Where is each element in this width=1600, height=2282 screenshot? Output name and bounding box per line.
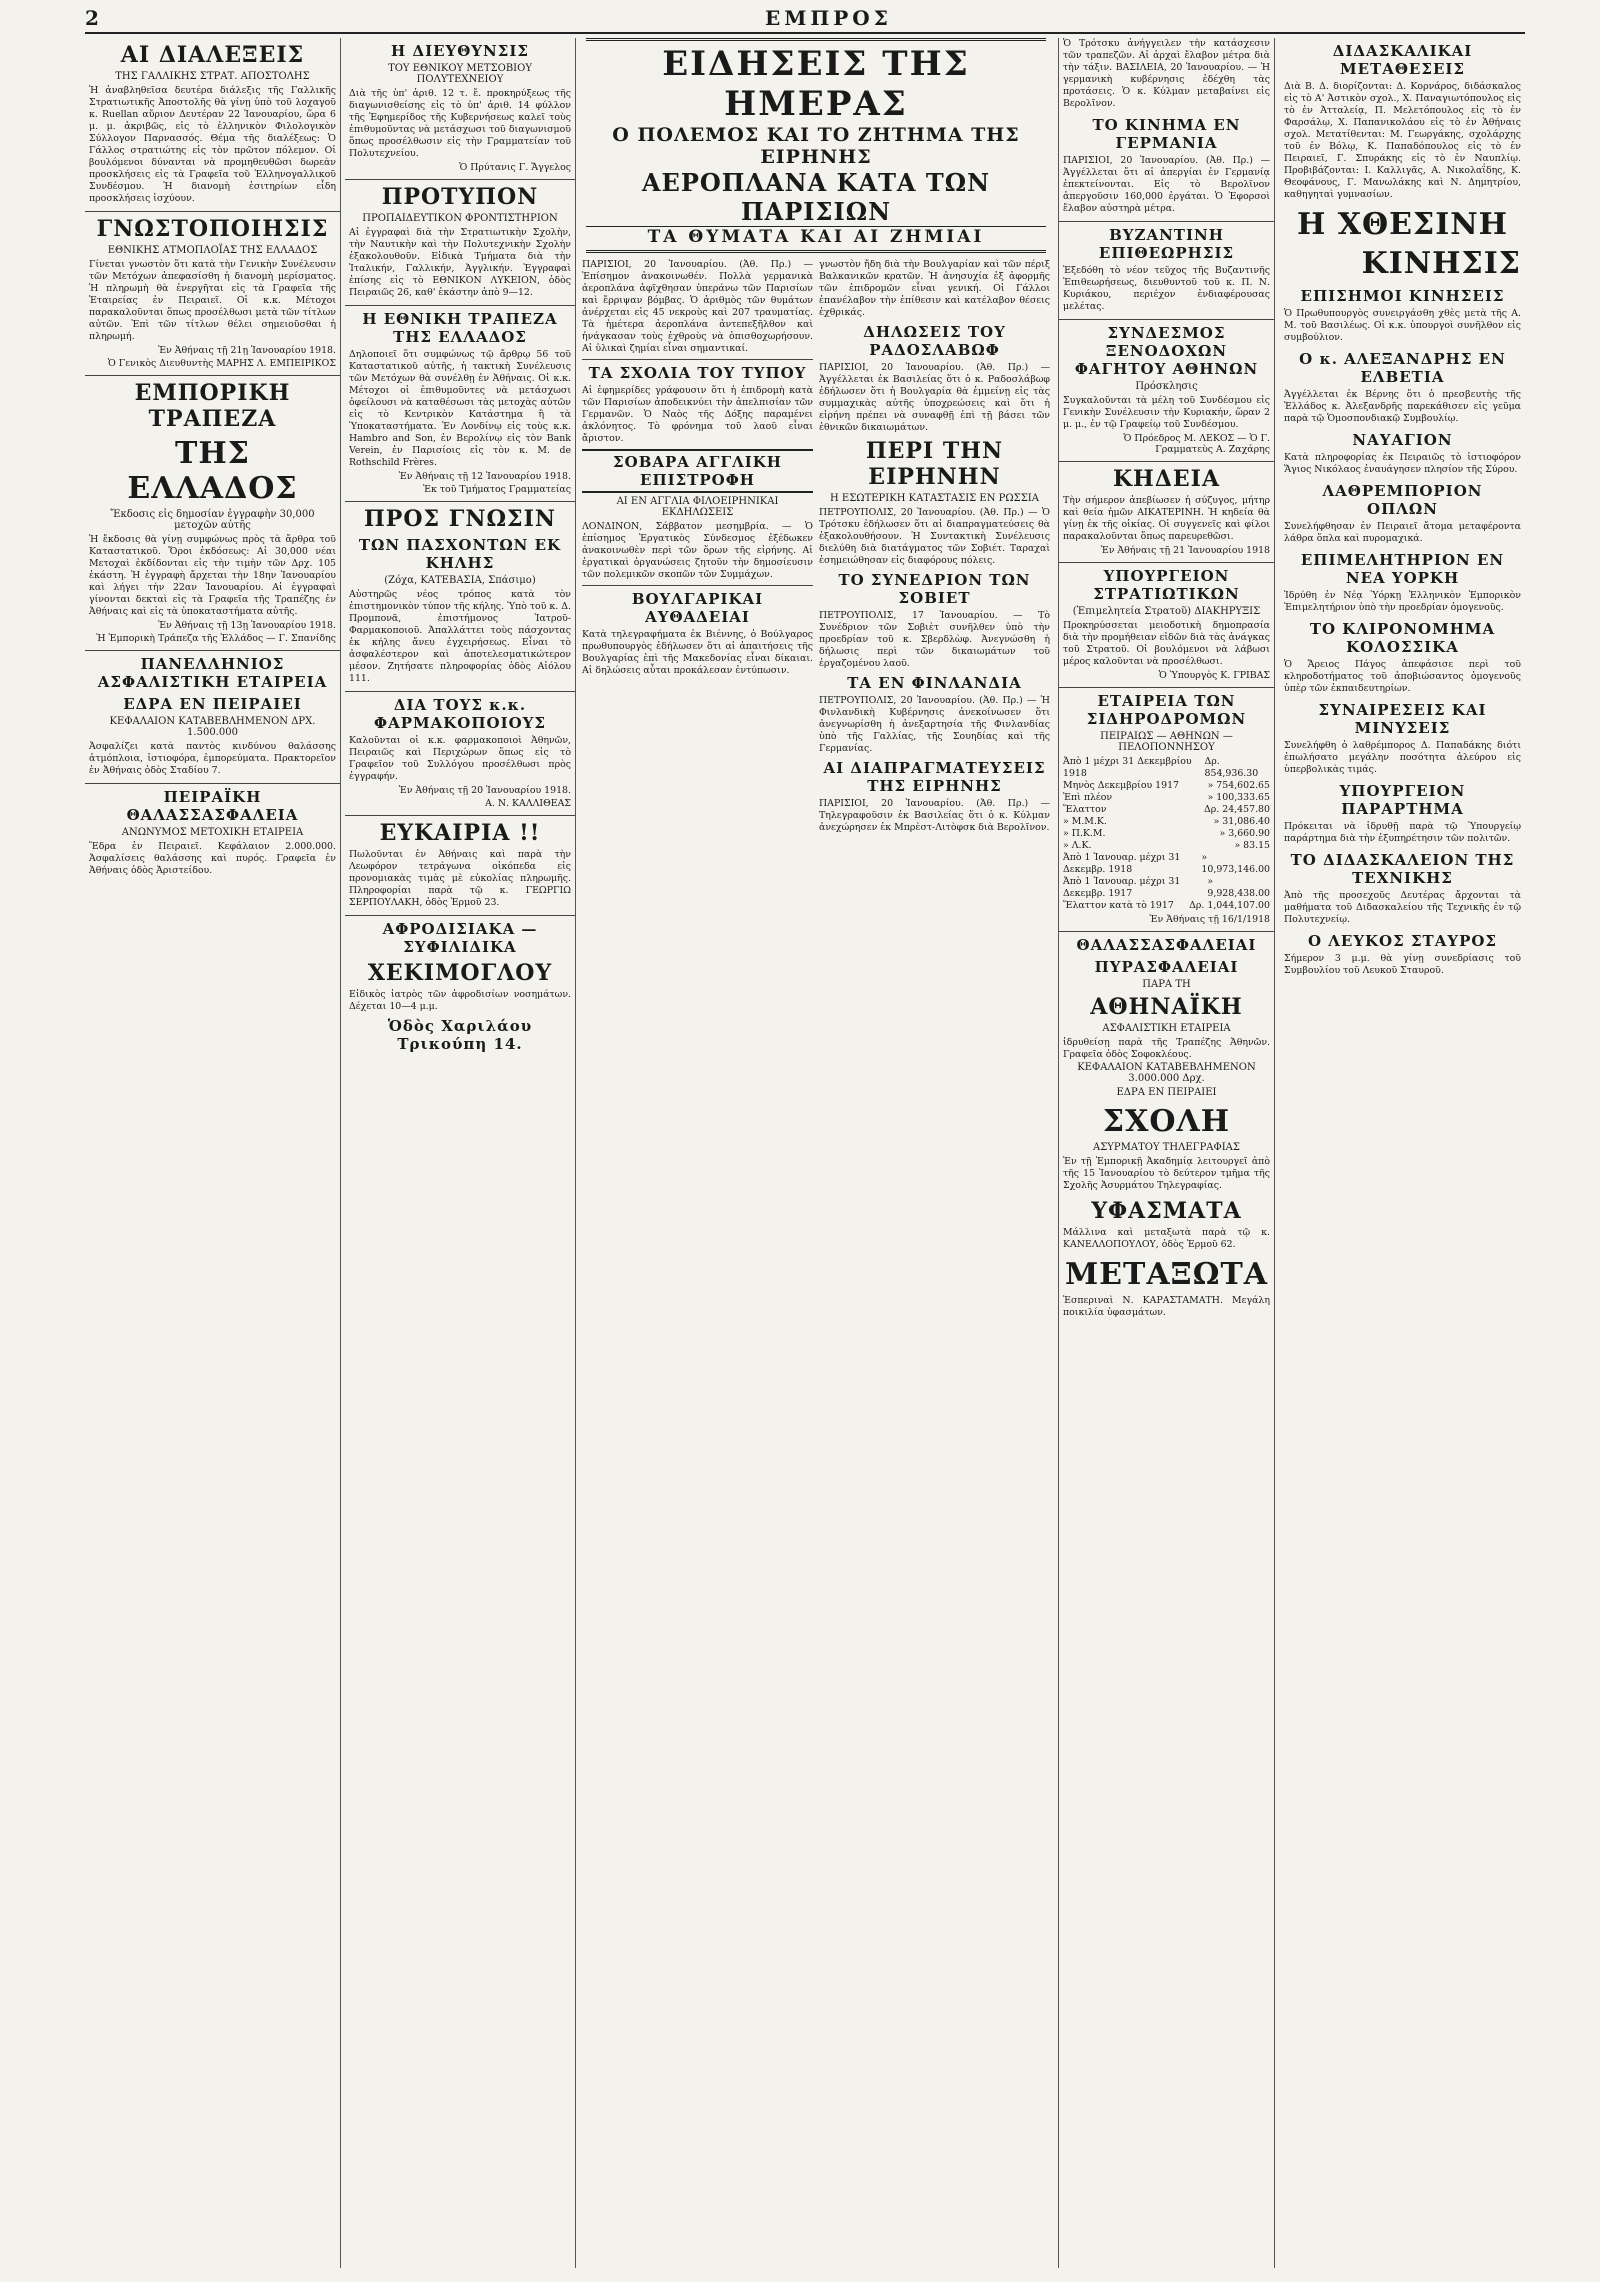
bank-body: Ἡ ἔκδοσις θὰ γίνῃ συμφώνως πρὸς τὰ ἄρθρα τοῦ Καταστατικοῦ. Ὅροι ἐκδόσεως: Αἱ 30,000 νέαι Μετοχαὶ ἐκδίδονται εἰς τὴν τιμὴν τῶν Δρχ. 105 ἑκάστη. Ἡ ἐγγραφὴ ἄρχεται τὴν 18ην Ἰανουαρίου καὶ λήγει τὴν 22αν Ἰανουαρίου. Αἱ ἐγγραφαὶ γίνονται δεκταὶ εἰς τὰ Γραφεῖα τῆς Τραπέζης ἐν Ἀθήναις καὶ εἰς τὰ ὑποκαταστήματα αὐτῆς. — [89, 534, 336, 617]
divider — [345, 501, 575, 502]
athenaiki-body: ἱδρυθείσῃ παρὰ τῆς Τραπέζης Ἀθηνῶν. Γραφεῖα ὁδὸς Σοφοκλέους. — [1063, 1037, 1270, 1060]
column-2 — [345, 38, 576, 2268]
polytechnic-body: Διὰ τῆς ὑπ' ἀριθ. 12 τ. ἔ. προκηρύξεως τῆς διαγωνισθείσης εἰς τὸ ὑπ' ἀριθ. 14 φύλλον τῆς Ἐφημερίδος τῆς Κυβερνήσεως καλεῖ τοὺς ἐπιθυμοῦντας νὰ μετάσχωσι τοῦ διαγωνισμοῦ ὅπως προσέλθωσιν εἰς τὴν Γραμματείαν τοῦ Πολυτεχνείου. — [349, 88, 571, 159]
railway-row — [1063, 840, 1270, 852]
soviet-title: ΤΟ ΣΥΝΕΔΡΙΟΝ ΤΩΝ ΣΟΒΙΕΤ — [838, 571, 1031, 607]
insurance-1-body: Ἀσφαλίζει κατὰ παντὸς κινδύνου θαλάσσης ἀτμόπλοια, ἱστιοφόρα, ἐμπορεύματα. Πρακτορεῖον ἐν Ἀθήναις ὁδὸς Σταδίου 7. — [89, 741, 336, 776]
divider — [1059, 221, 1274, 222]
doctor-address: Ὁδὸς Χαριλάου Τρικούπη 14. — [387, 1017, 533, 1053]
shipping-notice — [89, 216, 336, 369]
shipwreck-news — [1284, 431, 1521, 476]
bank-subtitle: Ἔκδοσις εἰς δημοσίαν ἐγγραφὴν 30,000 μετοχῶν αὐτῆς — [110, 509, 315, 531]
railway-row-value: » 10,973,146.00 — [1201, 852, 1270, 875]
athenaiki-title: ΑΘΗΝΑΪΚΗ — [1090, 994, 1243, 1020]
newyork-body: Ἱδρύθη ἐν Νέᾳ Ὑόρκῃ Ἑλληνικὸν Ἐμπορικὸν Ἐπιμελητήριον ὑπὸ τὴν προεδρίαν ὁμογενοῦς. — [1284, 590, 1521, 613]
redcross-body: Σήμερον 3 μ.μ. θὰ γίνῃ συνεδρίασις τοῦ Συμβουλίου τοῦ Λευκοῦ Σταυροῦ. — [1284, 953, 1521, 976]
silks-body: Ἐσπεριναὶ Ν. ΚΑΡΑΣΤΑΜΑΤΗ. Μεγάλη ποικιλία ὑφασμάτων. — [1063, 1295, 1270, 1318]
news-columns — [582, 259, 1050, 834]
peace-body: ΠΕΤΡΟΥΠΟΛΙΣ, 20 Ἰανουαρίου. (Ἀθ. Πρ.) — Ὁ Τρότσκυ ἐδήλωσεν ὅτι αἱ διαπραγματεύσεις θὰ ἐξακολουθήσουν. Ἡ Συντακτικὴ Συνέλευσις διελύθη διὰ διατάγματος τῶν Σοβιέτ. Ταραχαὶ ἐσημειώθησαν εἰς διαφόρους πόλεις. — [819, 507, 1050, 566]
railway-notice — [1063, 692, 1270, 925]
opportunity-title: ΕΥΚΑΙΡΙΑ !! — [379, 820, 541, 846]
military-notice — [1063, 567, 1270, 681]
bequest-title: ΤΟ ΚΛΙΡΟΝΟΜΗΜΑ ΚΟΛΟΣΣΙΚΑ — [1309, 620, 1496, 656]
railway-row-value: » 754,602.65 — [1207, 780, 1270, 791]
doctor-name: ΧΕΚΙΜΟΓΛΟΥ — [367, 960, 553, 986]
prototype-body: Αἱ ἐγγραφαὶ διὰ τὴν Στρατιωτικὴν Σχολὴν, τὴν Ναυτικὴν καὶ τὴν Πολυτεχνικὴν Σχολὴν ἐξακολουθοῦν. Εἰδικὰ Τμήματα διὰ τὴν Ἰταλικήν, Γαλλικήν, Ἀγγλικήν. Ἐγγραφαὶ ἐπίσης εἰς τὸ ΕΘΝΙΚΟΝ ΛΥΚΕΙΟΝ, ὁδὸς Πειραιῶς 26, καθ' ἑκάστην ἀπὸ 9—12. — [349, 227, 571, 298]
bank-title: ΕΜΠΟΡΙΚΗ ΤΡΑΠΕΖΑ — [134, 380, 291, 432]
national-bank-signer: Ἐκ τοῦ Τμήματος Γραμματείας — [423, 484, 571, 495]
bequest-body: Ὁ Ἄρειος Πάγος ἀπεφάσισε περὶ τοῦ κληροδοτήματος τοῦ ἀποβιώσαντος ὁμογενοῦς ὑπὲρ τῶν ἐκπαιδευτηρίων. — [1284, 659, 1521, 694]
hernia-title: ΠΡΟΣ ΓΝΩΣΙΝ — [364, 506, 556, 532]
prototype-title: ΠΡΟΤΥΠΟΝ — [381, 184, 539, 210]
insurance-1-title: ΠΑΝΕΛΛΗΝΙΟΣ ΑΣΦΑΛΙΣΤΙΚΗ ΕΤΑΙΡΕΙΑ — [97, 655, 328, 691]
strike-subtitle: ΑΙ ΕΝ ΑΓΓΛΙΑ ΦΙΛΟΕΙΡΗΝΙΚΑΙ ΕΚΔΗΛΩΣΕΙΣ — [616, 496, 779, 518]
marine-title: ΘΑΛΑΣΣΑΣΦΑΛΕΙΑΙ — [1076, 936, 1257, 954]
pharmacists-notice — [349, 696, 571, 809]
official-title: ΕΠΙΣΗΜΟΙ ΚΙΝΗΣΕΙΣ — [1300, 287, 1505, 305]
divider — [1059, 562, 1274, 563]
news-section-title: ΕΙΔΗΣΕΙΣ ΤΗΣ ΗΜΕΡΑΣ — [662, 44, 970, 124]
divider — [85, 211, 340, 212]
fabrics-title: ΥΦΑΣΜΑΤΑ — [1091, 1198, 1242, 1224]
germany-title: ΤΟ ΚΙΝΗΜΑ ΕΝ ΓΕΡΜΑΝΙΑ — [1092, 116, 1241, 152]
official-news — [1284, 287, 1521, 344]
funeral-notice — [1063, 466, 1270, 556]
insurance-2-title: ΠΕΙΡΑΪΚΗ ΘΑΛΑΣΣΑΣΦΑΛΕΙΑ — [126, 788, 299, 824]
insurance-1-capital: ΚΕΦΑΛΑΙΟΝ ΚΑΤΑΒΕΒΛΗΜΕΝΟΝ ΔΡΧ. 1.500.000 — [109, 716, 316, 738]
arms-body: Συνελήφθησαν ἐν Πειραιεῖ ἄτομα μεταφέροντα λάθρα ὅπλα καὶ πυρομαχικά. — [1284, 521, 1521, 544]
polytechnic-subtitle: ΤΟΥ ΕΘΝΙΚΟΥ ΜΕΤΣΟΒΙΟΥ ΠΟΛΥΤΕΧΝΕΙΟΥ — [388, 63, 532, 85]
shipwreck-body: Κατὰ πληροφορίας ἐκ Πειραιῶς τὸ ἱστιοφόρον Ἅγιος Νικόλαος ἐναυάγησεν πλησίον τῆς Σύρου. — [1284, 452, 1521, 475]
polytechnic-title: Η ΔΙΕΥΘΥΝΣΙΣ — [391, 42, 529, 60]
radoslavov-body: ΠΑΡΙΣΙΟΙ, 20 Ἰανουαρίου. (Ἀθ. Πρ.) — Ἀγγέλλεται ἐκ Βασιλείας ὅτι ὁ κ. Ραδοσλάβωφ ἐδήλωσεν ὅτι ἡ Βουλγαρία θὰ ἐμμείνῃ εἰς τὰς συμμαχικὰς αὐτῆς ὑποχρεώσεις καὶ ὅτι ἡ εἰρήνη πρέπει νὰ συναφθῇ ἐπὶ τῇ βάσει τῶν ἐθνικῶν δικαιωμάτων. — [819, 362, 1050, 433]
fire-title: ΠΥΡΑΣΦΑΛΕΙΑΙ — [1094, 958, 1239, 976]
shipwreck-title: ΝΑΥΑΓΙΟΝ — [1352, 431, 1453, 449]
masthead — [85, 6, 1525, 34]
redcross-news — [1284, 932, 1521, 977]
railway-row-label: Ἔλαττον — [1063, 804, 1107, 815]
lectures-subtitle: ΤΗΣ ΓΑΛΛΙΚΗΣ ΣΤΡΑΤ. ΑΠΟΣΤΟΛΗΣ — [115, 71, 310, 82]
news-banner — [586, 38, 1046, 253]
germany-body: ΠΑΡΙΣΙΟΙ, 20 Ἰανουαρίου. (Ἀθ. Πρ.) — Ἀγγέλλεται ὅτι αἱ ἀπεργίαι ἐν Γερμανίᾳ ἐπεκτείνονται. Εἰς τὸ Βερολῖνον ἀπεργοῦσιν 160,000 ἐργάται. Ὁ Ἐφορσοὶ ἔλαβον αὐστηρὰ μέτρα. — [1063, 155, 1270, 214]
strike-title: ΣΟΒΑΡΑ ΑΓΓΛΙΚΗ ΕΠΙΣΤΡΟΦΗ — [582, 449, 813, 493]
strike-body: ΛΟΝΔΙΝΟΝ, Σάββατον μεσημβρία. — Ὁ ἐπίσημος Ἐργατικὸς Σύνδεσμος ἐξέδωκεν ἀνακοινωθὲν περὶ τῶν ὅρων τῆς εἰρήνης. Αἱ ἐργατικαὶ ὀργανώσεις ζητοῦν τὴν δημοσίευσιν τῶν πολεμικῶν σκοπῶν τῶν Συμμάχων. — [582, 521, 813, 580]
funeral-date: Ἐν Ἀθήναις τῇ 21 Ἰανουαρίου 1918 — [1100, 545, 1270, 556]
insurance-2-subtitle: ΑΝΩΝΥΜΟΣ ΜΕΤΟΧΙΚΗ ΕΤΑΙΡΕΙΑ — [121, 827, 304, 838]
military-signer: Ὁ Ὑπουργὸς Κ. ΓΡΙΒΑΣ — [1158, 670, 1270, 681]
railway-row — [1063, 876, 1270, 900]
silks-ad — [1063, 1257, 1270, 1319]
bank-date: Ἐν Ἀθήναις τῇ 13ῃ Ἰανουαρίου 1918. — [158, 620, 336, 631]
union-subtitle: Πρόσκλησις — [1135, 381, 1198, 392]
lectures-notice — [89, 42, 336, 205]
divider — [85, 783, 340, 784]
divider — [582, 359, 813, 360]
divider — [1059, 687, 1274, 688]
railway-row — [1063, 828, 1270, 840]
hernia-subtitle: (Ζόχα, ΚΑΤΕΒΑΣΙΑ, Σπάσιμο) — [384, 575, 536, 586]
bequest-news — [1284, 620, 1521, 695]
ministry-news — [1284, 782, 1521, 845]
prototype-ad — [349, 184, 571, 299]
national-bank-body: Δηλοποιεῖ ὅτι συμφώνως τῷ ἄρθρῳ 56 τοῦ Καταστατικοῦ αὐτῆς, ἡ τακτικὴ Συνέλευσις τῶν Μετόχων θὰ συνέλθῃ ἐν Ἀθήναις. Οἱ κ.κ. Μέτοχοι οἱ ἐπιθυμοῦντες νὰ μετάσχωσι ὀφείλουσι νὰ καταθέσωσι τὰς μετοχὰς αὐτῶν εἰς τὸ Κεντρικὸν Κατάστημα ἢ τὰ Ὑποκαταστήματα. Ἐν Λονδίνῳ εἰς τοὺς κ.κ. Hambro and Son, ἐν Βερολίνῳ εἰς τὸν Bank Verein, ἐν Παρισίοις εἰς τὸν κ. M. de Rothschild Frères. — [349, 349, 571, 468]
teachers-body: Διὰ Β. Δ. διορίζονται: Δ. Κορνάρος, διδάσκαλος εἰς τὸ Α' Ἀστικὸν σχολ., Χ. Παναγιωτόπουλος εἰς τὸ ἐν Ἀτταλείᾳ, Π. Μελετόπουλος εἰς τὸ ἐν Φαρσάλῳ, Χ. Παπανικολάου εἰς τὸ ἐν Ἀθήναις σχολ. Μετατίθενται: Μ. Γεωργάκης, σχολάρχης τοῦ ἐν Βόλῳ, Κ. Παπαδόπουλος εἰς τὸ ἐν Πειραιεῖ, Γ. Σπυράκης εἰς τὸ ἐν Ναυπλίῳ. Προβιβάζονται: Ι. Καλλιγᾶς, Α. Νικολαΐδης, Κ. Θεοφάνους, Γ. Μανωλάκης καὶ Ν. Δημητρίου, καθηγηταὶ γυμνασίων. — [1284, 81, 1521, 200]
railway-row-label: Ἀπὸ 1 Ἰανουαρ. μέχρι 31 Δεκεμβρ. 1918 — [1063, 852, 1181, 875]
insurance-1-subtitle: ΕΔΡΑ ΕΝ ΠΕΙΡΑΙΕΙ — [123, 695, 302, 713]
pharmacists-date: Ἐν Ἀθήναις τῇ 20 Ἰανουαρίου 1918. — [398, 785, 571, 796]
railway-row-value: » 3,660.90 — [1219, 828, 1270, 839]
alexandris-body: Ἀγγέλλεται ἐκ Βέρνης ὅτι ὁ πρεσβευτὴς τῆς Ἑλλάδος κ. Ἀλεξανδρῆς παρεκάθισεν εἰς γεῦμα παρὰ τῷ Ὁμοσπονδιακῷ Συμβουλίῳ. — [1284, 389, 1521, 424]
shipping-date: Ἐν Ἀθήναις τῇ 21ῃ Ἰανουαρίου 1918. — [158, 345, 336, 356]
union-body: Συγκαλοῦνται τὰ μέλη τοῦ Συνδέσμου εἰς Γενικὴν Συνέλευσιν τὴν Κυριακήν, ὥραν 2 μ. μ., ἐν τῷ Γραφείῳ τοῦ Συνδέσμου. — [1063, 395, 1270, 430]
railway-row-label: » Μ.Μ.Κ. — [1063, 816, 1107, 827]
germany-news — [1063, 116, 1270, 215]
railway-row — [1063, 816, 1270, 828]
divider — [345, 915, 575, 916]
alexandris-title: Ο κ. ΑΛΕΞΑΝΔΡΗΣ ΕΝ ΕΛΒΕΤΙΑ — [1299, 350, 1506, 386]
school-body: Ἐν τῇ Ἐμπορικῇ Ἀκαδημίᾳ λειτουργεῖ ἀπὸ τῆς 15 Ἰανουαρίου τὸ δεύτερον τμῆμα τῆς Σχολῆς Ἀσυρμάτου Τηλεγραφίας. — [1063, 1156, 1270, 1191]
railway-row-value: Δρ. 1,044,107.00 — [1189, 900, 1270, 911]
column-1 — [85, 38, 341, 2268]
lectures-title: ΑΙ ΔΙΑΛΕΞΕΙΣ — [120, 42, 305, 68]
technical-body: Ἀπὸ τῆς προσεχοῦς Δευτέρας ἄρχονται τὰ μαθήματα τοῦ Διδασκαλείου τῆς Τεχνικῆς ἐν τῷ Πολυτεχνείῳ. — [1284, 890, 1521, 925]
official-body: Ὁ Πρωθυπουργὸς συνειργάσθη χθὲς μετὰ τῆς Α. Μ. τοῦ Βασιλέως. Οἱ κ.κ. ὑπουργοὶ συνῆλθον εἰς συμβούλιον. — [1284, 308, 1521, 343]
divider — [345, 179, 575, 180]
school-subtitle: ΑΣΥΡΜΑΤΟΥ ΤΗΛΕΓΡΑΦΙΑΣ — [1093, 1142, 1240, 1153]
yesterday-title: Η ΧΘΕΣΙΝΗ — [1296, 207, 1509, 242]
railway-row-label: Ἔλαττον κατὰ τὸ 1917 — [1063, 900, 1174, 911]
school-title: ΣΧΟΛΗ — [1102, 1104, 1231, 1139]
insurance-2-body: Ἕδρα ἐν Πειραιεῖ. Κεφάλαιον 2.000.000. Ἀσφαλίσεις θαλάσσης καὶ πυρός. Γραφεῖα ἐν Ἀθήναις ὁδὸς Ἀριστείδου. — [89, 841, 336, 876]
peace-title: ΠΕΡΙ ΤΗΝ ΕΙΡΗΝΗΝ — [865, 438, 1004, 490]
redcross-title: Ο ΛΕΥΚΟΣ ΣΤΑΥΡΟΣ — [1307, 932, 1498, 950]
shipping-signer: Ὁ Γενικὸς Διευθυντὴς ΜΑΡΗΣ Λ. ΕΜΠΕΙΡΙΚΟΣ — [107, 358, 336, 369]
military-subtitle: (Ἐπιμελητεία Στρατοῦ) ΔΙΑΚΗΡΥΞΙΣ — [1072, 606, 1261, 617]
union-title: ΣΥΝΔΕΣΜΟΣ ΞΕΝΟΔΟΧΩΝ ΦΑΓΗΤΟΥ ΑΘΗΝΩΝ — [1074, 324, 1259, 378]
main-headline: ΑΕΡΟΠΛΑΝΑ ΚΑΤΑ ΤΩΝ ΠΑΡΙΣΙΩΝ — [641, 168, 991, 226]
yesterday-title-2: ΚΙΝΗΣΙΣ — [1361, 246, 1521, 281]
shipping-title: ΓΝΩΣΤΟΠΟΙΗΣΙΣ — [96, 216, 329, 242]
arrests-news — [1284, 701, 1521, 776]
doctor-ad — [349, 920, 571, 1053]
lead-story-a: ΠΑΡΙΣΙΟΙ, 20 Ἰανουαρίου. (Ἀθ. Πρ.) — Ἐπίσημον ἀνακοινωθέν. Πολλὰ γερμανικὰ ἀεροπλάνα ἀφῖχθησαν ὑπεράνω τῶν Παρισίων καὶ ἔρριψαν βόμβας. Ὁ ἀριθμὸς τῶν θυμάτων ἀνέρχεται εἰς 45 νεκροὺς καὶ 207 τραυματίας. Τὰ ἡμέτερα ἀεροπλάνα ἀντεπεξῆλθον καὶ ἠνάγκασαν τοὺς ἐχθροὺς νὰ ὀπισθοχωρήσουν. Αἱ ὑλικαὶ ζημίαι εἶναι σημαντικαί. — [582, 259, 813, 354]
railway-row-value: » 9,928,438.00 — [1207, 876, 1270, 899]
funeral-title: ΚΗΔΕΙΑ — [1112, 466, 1221, 492]
opportunity-ad — [349, 820, 571, 909]
divider — [85, 650, 340, 651]
railway-row-label: » Λ.Κ. — [1063, 840, 1092, 851]
divider — [582, 585, 813, 586]
trotsky-body: Ὁ Τρότσκυ ἀνήγγειλεν τὴν κατάσχεσιν τῶν τραπεζῶν. Αἱ ἀρχαὶ ἔλαβον μέτρα διὰ τὴν τάξιν. ΒΑΣΙΛΕΙΑ, 20 Ἰανουαρίου. — Ἡ γερμανικὴ κυβέρνησις ἐδέχθη τὰς προτάσεις. Ὁ κ. Κύλμαν μεταβαίνει εἰς Βερολῖνον. — [1063, 38, 1270, 109]
national-bank-notice — [349, 310, 571, 495]
national-bank-date: Ἐν Ἀθήναις τῇ 12 Ἰανουαρίου 1918. — [398, 471, 571, 482]
talks-title: ΑΙ ΔΙΑΠΡΑΓΜΑΤΕΥΣΕΙΣ ΤΗΣ ΕΙΡΗΝΗΣ — [823, 759, 1046, 795]
ministry-body: Πρόκειται νὰ ἱδρυθῇ παρὰ τῷ Ὑπουργείῳ παράρτημα διὰ τὴν ἐξυπηρέτησιν τῶν πολιτῶν. — [1284, 821, 1521, 844]
divider — [345, 305, 575, 306]
insurance-ad-2 — [89, 788, 336, 877]
main-subheadline: ΤΑ ΘΥΜΑΤΑ ΚΑΙ ΑΙ ΖΗΜΙΑΙ — [586, 226, 1046, 247]
newyork-title: ΕΠΙΜΕΛΗΤΗΡΙΟΝ ΕΝ ΝΕΑ ΥΟΡΚΗ — [1300, 551, 1505, 587]
wireless-school-ad — [1063, 1104, 1270, 1192]
soviet-body: ΠΕΤΡΟΥΠΟΛΙΣ, 17 Ἰανουαρίου. — Τὸ Συνέδριον τῶν Σοβιὲτ συνῆλθεν ὑπὸ τὴν προεδρίαν τοῦ κ. Σβερδλὼφ. Ἀνεγνώσθη ἡ δήλωσις περὶ τῶν δικαιωμάτων τοῦ ἐργαζομένου λαοῦ. — [819, 610, 1050, 669]
insurance-ad-1 — [89, 655, 336, 777]
fabrics-body: Μάλλινα καὶ μεταξωτὰ παρὰ τῷ κ. ΚΑΝΕΛΛΟΠΟΥΛΟΥ, ὁδὸς Ἑρμοῦ 62. — [1063, 1227, 1270, 1250]
railway-receipts — [1063, 756, 1270, 912]
paper-name: ΕΜΠΡΟΣ — [765, 6, 892, 30]
union-signers: Ὁ Πρόεδρος Μ. ΛΕΚΟΣ — Ὁ Γ. Γραμματεὺς Α. Ζαχάρης — [1123, 433, 1270, 455]
railway-row-label: » Π.Κ.Μ. — [1063, 828, 1106, 839]
railway-row-value: » 83.15 — [1234, 840, 1270, 851]
polytechnic-notice — [349, 42, 571, 173]
lead-story-b: γνωστὸν ἤδη διὰ τὴν Βουλγαρίαν καὶ τῶν πέριξ Βαλκανικῶν κρατῶν. Ἡ ἀνησυχία ἐξ ἀφορμῆς τῶν ἐπιδρομῶν εἶναι γενική. Οἱ Γάλλοι ἐπανέλαβον τὴν ἐπίθεσιν καὶ κατέλαβον θέσεις ἐχθρικάς. — [819, 259, 1050, 318]
arms-news — [1284, 482, 1521, 545]
doctor-title: ΑΦΡΟΔΙΣΙΑΚΑ — ΣΥΦΙΛΙΔΙΚΑ — [382, 920, 538, 956]
divider — [345, 691, 575, 692]
byzantine-notice — [1063, 226, 1270, 313]
athenaiki-capital: ΚΕΦΑΛΑΙΟΝ ΚΑΤΑΒΕΒΛΗΜΕΝΟΝ 3.000.000 Δρχ. — [1077, 1062, 1256, 1084]
news-left-column — [582, 259, 813, 834]
shipping-subtitle: ΕΘΝΙΚΗΣ ΑΤΜΟΠΛΟΪΑΣ ΤΗΣ ΕΛΛΑΔΟΣ — [107, 245, 318, 256]
railway-row — [1063, 780, 1270, 792]
pharmacists-signer: Α. Ν. ΚΑΛΛΙΘΕΑΣ — [485, 798, 571, 809]
divider — [85, 375, 340, 376]
shipping-body: Γίνεται γνωστὸν ὅτι κατὰ τὴν Γενικὴν Συνέλευσιν τῶν Μετόχων ἀπεφασίσθη ἡ διανομὴ μερίσματος. Ἡ πληρωμὴ θὰ ἐνεργῆται εἰς τὰ Γραφεῖα τῆς Ἑταιρείας ἐν Πειραιεῖ. Οἱ κ.κ. Μέτοχοι παρακαλοῦνται ὅπως προσέλθωσι μετὰ τῶν τίτλων αὐτῶν. Ἐπὶ τῶν τίτλων θέλει σημειοῦσθαι ἡ πληρωμή. — [89, 259, 336, 342]
divider — [345, 815, 575, 816]
polytechnic-signer: Ὁ Πρύτανις Γ. Ἄγγελος — [459, 162, 571, 173]
bulgaria-body: Κατὰ τηλεγραφήματα ἐκ Βιέννης, ὁ Βούλγαρος πρωθυπουργὸς ἐδήλωσεν ὅτι αἱ ἀπαιτήσεις τῆς Βουλγαρίας ἐπὶ τῆς Μακεδονίας εἶναι δίκαιαι. Αἱ δηλώσεις αὗται προκάλεσαν ἐντύπωσιν. — [582, 629, 813, 676]
bulgaria-title: ΒΟΥΛΓΑΡΙΚΑΙ ΑΥΘΑΔΕΙΑΙ — [631, 590, 764, 626]
technical-title: ΤΟ ΔΙΔΑΣΚΑΛΕΙΟΝ ΤΗΣ ΤΕΧΝΙΚΗΣ — [1290, 851, 1515, 887]
newyork-news — [1284, 551, 1521, 614]
railway-row-value: Δρ. 854,936.30 — [1204, 756, 1259, 779]
doctor-body: Εἰδικὸς ἰατρὸς τῶν ἀφροδισίων νοσημάτων. Δέχεται 10—4 μ.μ. — [349, 989, 571, 1012]
railway-row-value: » 100,333.65 — [1207, 792, 1270, 803]
military-body: Προκηρύσσεται μειοδοτικὴ δημοπρασία διὰ τὴν προμήθειαν εἰδῶν διὰ τὰς ἀνάγκας τοῦ Στρατοῦ. Οἱ βουλόμενοι νὰ λάβωσι μέρος καλοῦνται νὰ προσέλθωσι. — [1063, 620, 1270, 667]
railway-row-label: Ἀπὸ 1 Ἰανουαρ. μέχρι 31 Δεκεμβρ. 1917 — [1063, 876, 1181, 899]
railway-row — [1063, 792, 1270, 804]
ministry-title: ΥΠΟΥΡΓΕΙΟΝ ΠΑΡΑΡΤΗΜΑ — [1339, 782, 1466, 818]
finland-title: ΤΑ ΕΝ ΦΙΝΛΑΝΔΙΑ — [847, 674, 1022, 692]
opportunity-body: Πωλοῦνται ἐν Ἀθήναις καὶ παρὰ τὴν Λεωφόρον τετράγωνα οἰκόπεδα εἰς προνομιακὰς τιμὰς μὲ εὐκολίας πληρωμῆς. Πληροφορίαι παρὰ τῷ κ. ΓΕΩΡΓΙΩ ΣΕΡΠΟΥΛΑΚΗ, ὁδὸς Ἑρμοῦ 23. — [349, 849, 571, 908]
arms-title: ΛΑΘΡΕΜΠΟΡΙΟΝ ΟΠΛΩΝ — [1322, 482, 1483, 518]
railway-row-label: Ἀπὸ 1 μέχρι 31 Δεκεμβρίου 1918 — [1063, 756, 1192, 779]
technical-news — [1284, 851, 1521, 926]
athenaiki-subtitle: ΑΣΦΑΛΙΣΤΙΚΗ ΕΤΑΙΡΕΙΑ — [1102, 1023, 1231, 1034]
column-5 — [1058, 38, 1275, 2268]
war-title: Ο ΠΟΛΕΜΟΣ ΚΑΙ ΤΟ ΖΗΤΗΜΑ ΤΗΣ ΕΙΡΗΝΗΣ — [612, 124, 1020, 168]
trotsky-news — [1063, 38, 1270, 110]
press-body: Αἱ ἐφημερίδες γράφουσιν ὅτι ἡ ἐπιδρομὴ κατὰ τῶν Παρισίων ἀποδεικνύει τὴν ἀπελπισίαν τῶν Γερμανῶν. Ὁ Ναὸς τῆς Δόξης παραμένει ἀκλόνητος. Τὸ φρόνημα τοῦ λαοῦ εἶναι ἄριστον. — [582, 385, 813, 444]
railway-row — [1063, 852, 1270, 876]
byzantine-title: ΒΥΖΑΝΤΙΝΗ ΕΠΙΘΕΩΡΗΣΙΣ — [1098, 226, 1235, 262]
railway-row — [1063, 900, 1270, 912]
railway-row-label: Ἐπὶ πλέον — [1063, 792, 1113, 803]
military-title: ΥΠΟΥΡΓΕΙΟΝ ΣΤΡΑΤΙΩΤΙΚΩΝ — [1093, 567, 1240, 603]
hernia-body: Αὐστηρῶς νέος τρόπος κατὰ τὸν ἐπιστημονικὸν τύπον τῆς κήλης. Ὑπὸ τοῦ κ. Δ. Προμπονᾶ, ἐπιστήμονος Ἰατροῦ-Φαρμακοποιοῦ. Ἀπαλλάττει τοὺς πάσχοντας ἐκ κήλης ἄνευ ἐγχειρήσεως. Εἶναι τὸ ἀσφαλέστερον καὶ ἀποτελεσματικώτερον μέσον. Ζητήσατε πληροφορίας ὁδὸς Αἰόλου 111. — [349, 589, 571, 684]
teachers-title: ΔΙΔΑΣΚΑΛΙΚΑΙ ΜΕΤΑΘΕΣΕΙΣ — [1332, 42, 1473, 78]
divider — [1059, 319, 1274, 320]
bank-notice — [89, 380, 336, 644]
column-6 — [1280, 38, 1525, 2268]
hernia-ad — [349, 506, 571, 685]
finland-body: ΠΕΤΡΟΥΠΟΛΙΣ, 20 Ἰανουαρίου. (Ἀθ. Πρ.) — Ἡ Φινλανδικὴ Κυβέρνησις ἀνεκοίνωσεν ὅτι ἀνεγνωρίσθη ἡ ἀνεξαρτησία τῆς Φινλανδίας ὑπὸ τῆς Γαλλίας, τῆς Σουηδίας καὶ τῆς Γερμανίας. — [819, 695, 1050, 754]
athenaiki-pre: ΠΑΡΑ ΤΗ — [1142, 979, 1191, 990]
railway-date: Ἐν Ἀθήναις τῇ 16/1/1918 — [1149, 914, 1270, 925]
radoslavov-title: ΔΗΛΩΣΕΙΣ ΤΟΥ ΡΑΔΟΣΛΑΒΩΦ — [863, 323, 1006, 359]
railway-row — [1063, 804, 1270, 816]
railway-row-value: » 31,086.40 — [1213, 816, 1270, 827]
bank-title-2: ΤΗΣ ΕΛΛΑΔΟΣ — [127, 436, 298, 506]
yesterday-banner — [1284, 207, 1521, 281]
divider — [1059, 931, 1274, 932]
talks-body: ΠΑΡΙΣΙΟΙ, 20 Ἰανουαρίου. (Ἀθ. Πρ.) — Τηλεγραφοῦσιν ἐκ Βασιλείας ὅτι ὁ κ. Κύλμαν ἀνεχώρησεν ἐκ Μπρὲστ-Λιτὸφσκ διὰ Βερολῖνον. — [819, 798, 1050, 833]
news-right-column — [819, 259, 1050, 834]
news-section — [582, 38, 1050, 2268]
athenaiki-seat: ΕΔΡΑ ΕΝ ΠΕΙΡΑΙΕΙ — [1116, 1087, 1217, 1098]
athenaiki-ad — [1063, 936, 1270, 1098]
divider — [1059, 461, 1274, 462]
fabrics-ad — [1063, 1198, 1270, 1251]
railway-subtitle: ΠΕΙΡΑΙΩΣ — ΑΘΗΝΩΝ — ΠΕΛΟΠΟΝΝΗΣΟΥ — [1100, 731, 1233, 753]
pharmacists-body: Καλοῦνται οἱ κ.κ. φαρμακοποιοὶ Ἀθηνῶν, Πειραιῶς καὶ Περιχώρων ὅπως εἰς τὸ Γραφεῖον τοῦ Συλλόγου προσέλθωσι πρὸς ἐγγραφήν. — [349, 735, 571, 782]
railway-row — [1063, 756, 1270, 780]
funeral-body: Τὴν σήμερον ἀπεβίωσεν ἡ σύζυγος, μήτηρ καὶ θεία ἡμῶν ΑΙΚΑΤΕΡΙΝΗ. Ἡ κηδεία θὰ γίνῃ ἐκ τῆς οἰκίας. Οἱ συγγενεῖς καὶ φίλοι παρακαλοῦνται ὅπως παρευρεθῶσι. — [1063, 495, 1270, 542]
bank-signer: Ἡ Ἐμπορικὴ Τράπεζα τῆς Ἑλλάδος — Γ. Σπανίδης — [96, 633, 336, 644]
prototype-subtitle: ΠΡΟΠΑΙΔΕΥΤΙΚΟΝ ΦΡΟΝΤΙΣΤΗΡΙΟΝ — [362, 213, 558, 224]
byzantine-body: Ἐξεδόθη τὸ νέον τεῦχος τῆς Βυζαντινῆς Ἐπιθεωρήσεως, διευθυντοῦ τοῦ κ. Π. Ν. Κυριάκου, περιέχον ἐνδιαφέρουσας μελέτας. — [1063, 265, 1270, 312]
page-number: 2 — [85, 6, 99, 30]
arrests-title: ΣΥΝΑΙΡΕΣΕΙΣ ΚΑΙ ΜΙΝΥΣΕΙΣ — [1318, 701, 1487, 737]
lectures-body: Ἡ ἀναβληθεῖσα δευτέρα διάλεξις τῆς Γαλλικῆς Στρατιωτικῆς Ἀποστολῆς θὰ γίνῃ ὑπὸ τοῦ λοχαγοῦ κ. Ruellan αὔριον Δευτέραν 22 Ἰανουαρίου, ὥρα 6 μ. μ. ἀκριβῶς, εἰς τὸ ἐλληνικὸν Φιλολογικὸν Σύλλογον Παρνασσός. Θέμα τῆς διαλέξεως: Ὁ Γάλλος στρατιώτης εἰς τὸν πρῶτον πόλεμον. Οἱ βουλόμενοι δύνανται νὰ προμηθευθῶσι δωρεὰν προσκλήσεις εἰς τὰ Γραφεῖα τοῦ Ἐλληνογαλλικοῦ Συνδέσμου. Ἡ διανομὴ ἐσιτηρίων εἶδη προσκλήσεις ἰσχύουν. — [89, 85, 336, 204]
pharmacists-title: ΔΙΑ ΤΟΥΣ κ.κ. ΦΑΡΜΑΚΟΠΟΙΟΥΣ — [374, 696, 546, 732]
railway-row-value: Δρ. 24,457.80 — [1204, 804, 1270, 815]
railway-title: ΕΤΑΙΡΕΙΑ ΤΩΝ ΣΙΔΗΡΟΔΡΟΜΩΝ — [1086, 692, 1247, 728]
peace-subtitle: Η ΕΣΩΤΕΡΙΚΗ ΚΑΤΑΣΤΑΣΙΣ ΕΝ ΡΩΣΣΙΑ — [830, 493, 1039, 504]
national-bank-title: Η ΕΘΝΙΚΗ ΤΡΑΠΕΖΑ ΤΗΣ ΕΛΛΑΔΟΣ — [362, 310, 558, 346]
teachers-notice — [1284, 42, 1521, 201]
arrests-body: Συνελήφθη ὁ λαθρέμπορος Δ. Παπαδάκης διότι ἐπωλήσατο μεγάλην ποσότητα ἀλεύρου εἰς ὑπερβολικὰς τιμάς. — [1284, 740, 1521, 775]
hernia-title-2: ΤΩΝ ΠΑΣΧΟΝΤΩΝ ΕΚ ΚΗΛΗΣ — [358, 536, 562, 572]
union-notice — [1063, 324, 1270, 455]
railway-row-label: Μηνὸς Δεκεμβρίου 1917 — [1063, 780, 1180, 791]
press-title: ΤΑ ΣΧΟΛΙΑ ΤΟΥ ΤΥΠΟΥ — [588, 364, 807, 382]
alexandris-news — [1284, 350, 1521, 425]
silks-title: ΜΕΤΑΞΩΤΑ — [1064, 1257, 1269, 1292]
